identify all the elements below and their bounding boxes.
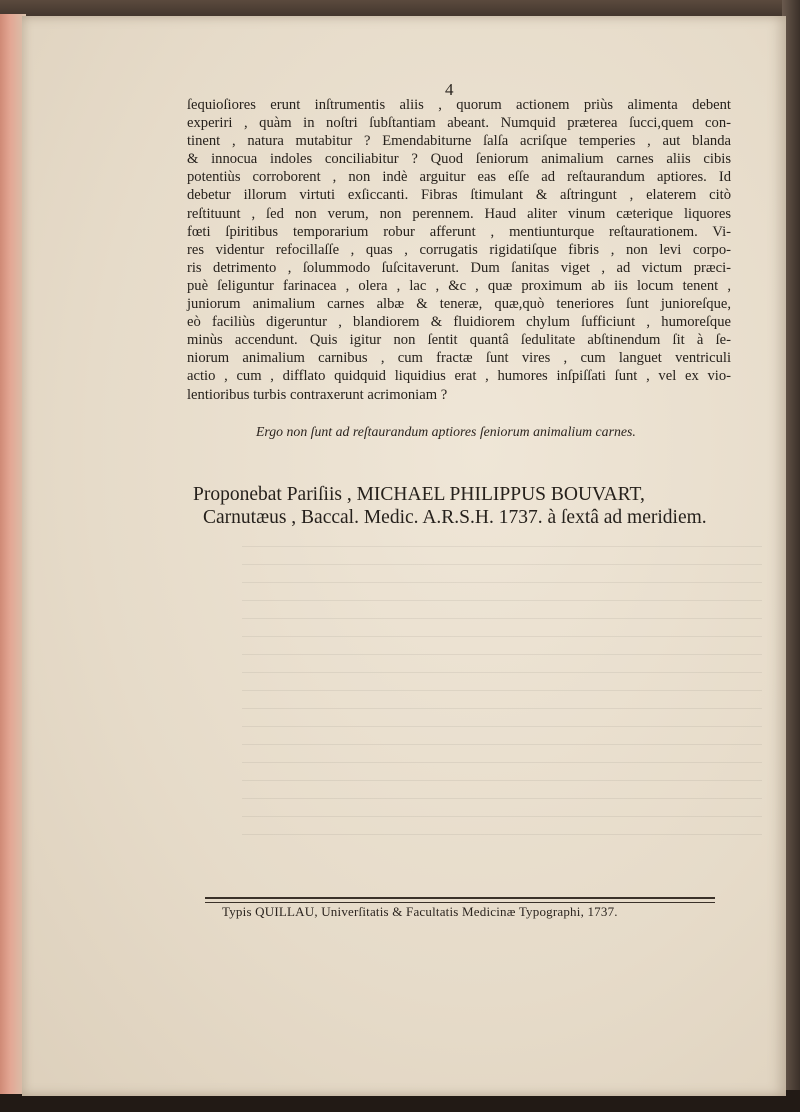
body-line: res videntur refocillaſſe , quas , corrugatis rigidatiſque fibris , non levi corpo- <box>187 241 731 258</box>
imprint-line: Proponebat Pariſiis , MICHAEL PHILIPPUS BOUVART, <box>193 484 645 505</box>
body-line: eò faciliùs digeruntur , blandiorem & fluidiorem chylum ſufficiunt , humoreſque <box>187 314 731 331</box>
body-line: experiri , quàm in noſtri ſubſtantiam abeant. Numquid præterea ſucci,quem con- <box>187 115 731 132</box>
body-line: debetur illorum virtuti exſiccanti. Fibras ſtimulant & aſtringunt , elaterem citò <box>187 187 731 204</box>
body-line: ſequioſiores erunt inſtrumentis aliis , quorum actionem priùs alimenta debent <box>187 97 731 113</box>
body-line: ris detrimento , ſolummodo ſuſcitaverunt. Dum ſanitas viget , ad victum præci- <box>187 259 731 276</box>
body-line: reſtituunt , ſed non verum, non perennem. Haud aliter vinum cæterique liquores <box>187 205 731 222</box>
conclusion-statement: Ergo non ſunt ad reſtaurandum aptiores ſeniorum animalium carnes. <box>256 424 636 439</box>
body-line: fœti ſpiritibus temporarium robur afferunt , mentiunturque reſtaurationem. Vi- <box>187 223 731 240</box>
body-line: actio , cum , difflato quidquid liquidius erat , humores inſpiſſati ſunt , vel ex vio- <box>187 368 731 385</box>
body-line: juniorum animalium carnes albæ & teneræ, quæ,quò teneriores ſunt junioreſque, <box>187 296 731 313</box>
body-paragraph <box>187 96 731 404</box>
body-line: lentioribus turbis contraxerunt acrimoniam ? <box>187 386 448 403</box>
body-line: tinent , natura mutabitur ? Emendabiturne ſalſa acriſque temperies , aut blanda <box>187 133 731 150</box>
body-line: minùs accendunt. Quis igitur non ſentit quantâ ſedulitate abſtinendum ſit à ſe- <box>187 332 731 349</box>
imprint-block <box>193 483 753 529</box>
show-through-text <box>242 546 762 846</box>
printer-colophon: Typis QUILLAU, Univerſitatis & Facultatis Medicinæ Typographi, 1737. <box>222 904 618 919</box>
imprint-line: Carnutæus , Baccal. Medic. A.R.S.H. 1737. à ſextâ ad meridiem. <box>203 507 707 528</box>
body-line: niorum animalium carnibus , cum fractæ ſunt vires , cum languet ventriculi <box>187 350 731 367</box>
body-line: potentiùs corroborent , non indè arguitur eas eſſe ad reſtaurandum aptiores. Id <box>187 169 731 186</box>
page-number: 4 <box>445 80 454 99</box>
divider-rule <box>205 897 715 903</box>
body-line: puè ſeliguntur farinacea , olera , lac , &c , quæ proximum ab iis locum tenent , <box>187 277 731 294</box>
body-line: & innocua indoles conciliabitur ? Quod ſeniorum animalium carnes aliis cibis <box>187 151 731 168</box>
